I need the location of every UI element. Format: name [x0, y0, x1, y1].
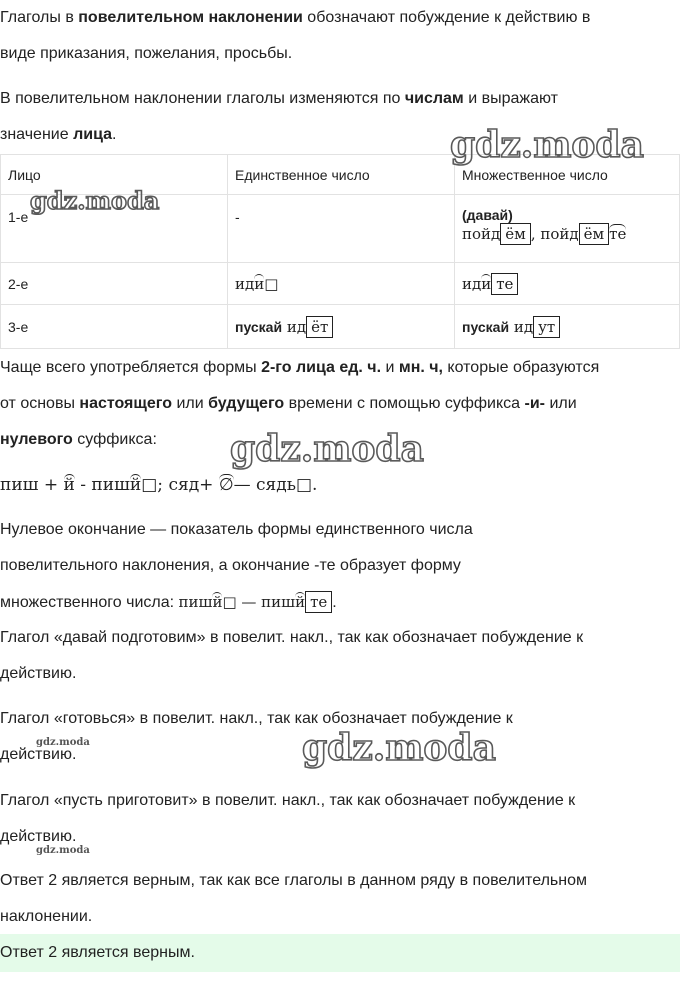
- ending-box: ут: [533, 316, 560, 338]
- suffix-arc: те: [609, 225, 627, 243]
- cell-person: 3-е: [1, 305, 228, 349]
- watermark-logo-small: gdz.moda: [36, 845, 90, 856]
- watermark-logo: gdz.moda: [30, 186, 160, 215]
- header-plural: Множественное число: [455, 155, 680, 195]
- term-numbers: числам: [404, 90, 464, 107]
- zero-ending: □: [264, 274, 279, 293]
- cell-singular: [228, 305, 455, 349]
- word-root: ид: [282, 317, 307, 336]
- text: и выражают: [463, 90, 558, 107]
- text: .: [332, 594, 337, 611]
- text: В повелительном наклонении глаголы изменяются по: [0, 90, 405, 107]
- intro-paragraph-1: [0, 0, 676, 72]
- conjugation-table: [0, 154, 680, 349]
- cell-singular: [228, 263, 455, 305]
- formula-part: □; сяд+: [141, 475, 219, 495]
- cell-person: 2-е: [1, 263, 228, 305]
- paragraph-zero-ending: [0, 512, 676, 621]
- cell-person: 1-е: [1, 195, 228, 263]
- text: множественного числа:: [0, 594, 179, 611]
- paragraph-verb-3: [0, 783, 676, 855]
- watermark-logo: gdz.moda: [450, 124, 644, 166]
- header-person: Лицо: [1, 155, 228, 195]
- text: которые образуются: [442, 359, 600, 376]
- ending-box: ёт: [306, 316, 333, 338]
- suffix-arc: и: [481, 274, 492, 293]
- word-root: □ — пиш: [222, 593, 296, 611]
- word-root: ид: [509, 317, 534, 336]
- watermark-logo: gdz.moda: [230, 428, 424, 470]
- text: повелительного наклонения, а окончание -те образует форму: [0, 557, 461, 574]
- term-imperative: повелительном наклонении: [78, 9, 303, 26]
- formula-part: пиш +: [0, 475, 64, 495]
- ending-box: те: [491, 273, 518, 295]
- auxiliary-word: пускай: [462, 318, 510, 335]
- term: 2-го лица ед. ч.: [261, 359, 382, 376]
- ending-box: ём: [500, 223, 531, 245]
- text: Чаще всего употребляется формы: [0, 359, 262, 376]
- table-row: [1, 305, 680, 349]
- word-root: ид: [462, 274, 482, 293]
- table-row: [1, 263, 680, 305]
- suffix-arc: й: [212, 593, 223, 611]
- formula-part: - пиш: [74, 475, 130, 495]
- text: или: [172, 395, 209, 412]
- term: мн. ч,: [398, 359, 443, 376]
- ending-box: те: [305, 591, 332, 613]
- term-person: лица: [73, 126, 113, 143]
- cell-singular: -: [228, 195, 455, 263]
- auxiliary-word: (давай): [462, 207, 513, 223]
- word-root: пиш: [178, 593, 213, 611]
- word-root: пойд: [462, 225, 501, 243]
- word-root: ид: [235, 274, 255, 293]
- suffix-arc: й: [63, 475, 75, 495]
- answer-text: Ответ 2 является верным.: [0, 944, 195, 961]
- text: значение: [0, 126, 74, 143]
- text: Нулевое окончание — показатель формы единственного числа: [0, 521, 473, 538]
- text: Ответ 2 является верным, так как все глаголы в данном ряду в повелительном: [0, 872, 587, 889]
- term: будущего: [208, 395, 285, 412]
- text: обозначают побуждение к действию в: [302, 9, 591, 26]
- text: суффикса:: [72, 431, 157, 448]
- paragraph-verb-1: [0, 620, 676, 692]
- cell-plural: [455, 305, 680, 349]
- cell-plural: [455, 263, 680, 305]
- text: .: [112, 126, 117, 143]
- text: от основы: [0, 395, 80, 412]
- text: наклонении.: [0, 908, 93, 925]
- text: времени с помощью суффикса: [284, 395, 525, 412]
- suffix-arc: й: [129, 475, 142, 495]
- text: Глагол «давай подготовим» в повелит. накл., так как обозначает побуждение к: [0, 629, 584, 646]
- ending-box: ём: [579, 223, 610, 245]
- text: виде приказания, пожелания, просьбы.: [0, 45, 293, 62]
- text: Глагол «готовься» в повелит. накл., так как обозначает побуждение к: [0, 710, 513, 727]
- term: настоящего: [79, 395, 173, 412]
- auxiliary-word: пускай: [235, 318, 283, 335]
- suffix-arc: й: [295, 593, 306, 611]
- text: Глагол «пусть приготовит» в повелит. накл., так как обозначает побуждение к: [0, 792, 576, 809]
- text: и: [381, 359, 399, 376]
- zero-suffix-arc: ∅: [218, 475, 234, 495]
- watermark-logo: gdz.moda: [302, 727, 496, 769]
- text: или: [545, 395, 577, 412]
- formula-line: [0, 467, 676, 503]
- cell-plural: [455, 195, 680, 263]
- word-root: , пойд: [530, 225, 579, 243]
- text: действию.: [0, 665, 77, 682]
- header-singular: Единственное число: [228, 155, 455, 195]
- text: действию.: [0, 746, 77, 763]
- text: Глаголы в: [0, 9, 79, 26]
- term: нулевого: [0, 431, 73, 448]
- suffix-arc: и: [254, 274, 265, 293]
- term: -и-: [524, 395, 545, 412]
- watermark-logo-small: gdz.moda: [36, 737, 90, 748]
- formula-part: — сядь□.: [233, 475, 318, 495]
- paragraph-conclusion: [0, 863, 676, 935]
- text: действию.: [0, 828, 77, 845]
